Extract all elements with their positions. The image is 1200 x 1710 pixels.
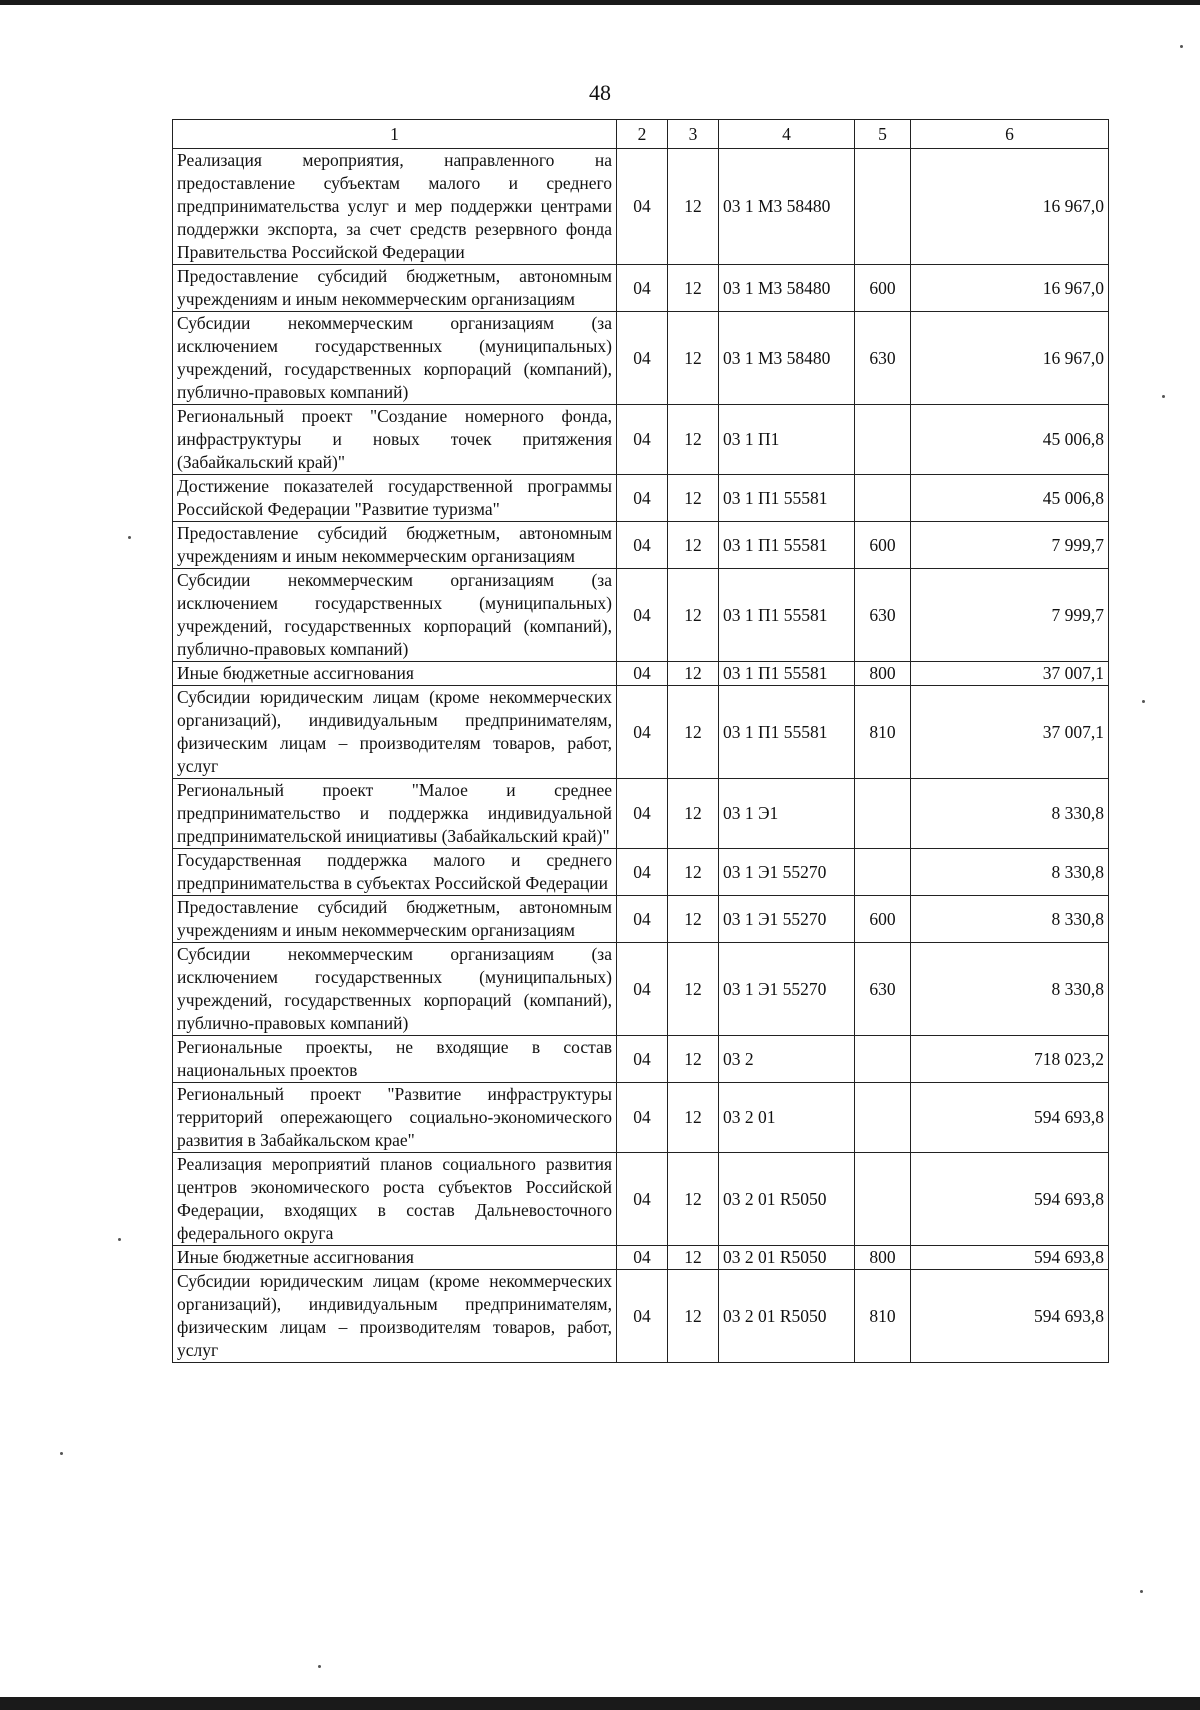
- cell-target-article: 03 1 П1 55581: [719, 662, 855, 686]
- cell-amount: 16 967,0: [911, 149, 1109, 265]
- cell-target-article: 03 1 П1 55581: [719, 522, 855, 569]
- cell-description: Иные бюджетные ассигнования: [173, 662, 617, 686]
- cell-section: 04: [617, 569, 668, 662]
- cell-description: Субсидии некоммерческим организациям (за исключением государственных (муниципальных) учреждений, государственных корпораций (компаний), публично-правовых компаний): [173, 312, 617, 405]
- table-body: [173, 149, 1109, 1363]
- scan-speck: [118, 1238, 121, 1241]
- cell-description: Региональные проекты, не входящие в состав национальных проектов: [173, 1036, 617, 1083]
- cell-amount: 594 693,8: [911, 1270, 1109, 1363]
- cell-expense-type: [855, 475, 911, 522]
- table-row: [173, 896, 1109, 943]
- cell-section: 04: [617, 405, 668, 475]
- cell-description: Региональный проект "Малое и среднее предпринимательство и поддержка индивидуальной предпринимательской инициативы (Забайкальский край)": [173, 779, 617, 849]
- cell-expense-type: 600: [855, 265, 911, 312]
- cell-target-article: 03 1 М3 58480: [719, 265, 855, 312]
- cell-subsection: 12: [668, 1083, 719, 1153]
- cell-expense-type: 800: [855, 662, 911, 686]
- table-row: [173, 779, 1109, 849]
- table-row: [173, 849, 1109, 896]
- cell-subsection: 12: [668, 686, 719, 779]
- cell-expense-type: 810: [855, 1270, 911, 1363]
- cell-amount: 8 330,8: [911, 779, 1109, 849]
- header-col-5: 5: [855, 120, 911, 149]
- cell-section: 04: [617, 312, 668, 405]
- cell-subsection: 12: [668, 312, 719, 405]
- scan-speck: [1180, 45, 1183, 48]
- cell-amount: 45 006,8: [911, 405, 1109, 475]
- table-row: [173, 686, 1109, 779]
- scan-speck: [1162, 395, 1165, 398]
- table-row: [173, 405, 1109, 475]
- cell-amount: 16 967,0: [911, 265, 1109, 312]
- cell-target-article: 03 2 01: [719, 1083, 855, 1153]
- cell-description: Субсидии некоммерческим организациям (за исключением государственных (муниципальных) учреждений, государственных корпораций (компаний), публично-правовых компаний): [173, 569, 617, 662]
- cell-section: 04: [617, 662, 668, 686]
- scan-speck: [60, 1452, 63, 1455]
- cell-description: Достижение показателей государственной программы Российской Федерации "Развитие туризма": [173, 475, 617, 522]
- table-row: [173, 312, 1109, 405]
- cell-expense-type: 600: [855, 896, 911, 943]
- cell-amount: 45 006,8: [911, 475, 1109, 522]
- scan-edge-bottom: [0, 1697, 1200, 1710]
- cell-expense-type: 630: [855, 569, 911, 662]
- cell-description: Субсидии некоммерческим организациям (за исключением государственных (муниципальных) учреждений, государственных корпораций (компаний), публично-правовых компаний): [173, 943, 617, 1036]
- cell-target-article: 03 2 01 R5050: [719, 1270, 855, 1363]
- table-row: [173, 1246, 1109, 1270]
- cell-amount: 8 330,8: [911, 849, 1109, 896]
- cell-section: 04: [617, 149, 668, 265]
- cell-description: Субсидии юридическим лицам (кроме некоммерческих организаций), индивидуальным предпринимателям, физическим лицам – производителям товаров, работ, услуг: [173, 686, 617, 779]
- cell-target-article: 03 1 П1: [719, 405, 855, 475]
- cell-section: 04: [617, 943, 668, 1036]
- scan-speck: [128, 536, 131, 539]
- cell-expense-type: [855, 1153, 911, 1246]
- cell-section: 04: [617, 779, 668, 849]
- header-col-4: 4: [719, 120, 855, 149]
- cell-expense-type: [855, 149, 911, 265]
- cell-target-article: 03 1 Э1 55270: [719, 943, 855, 1036]
- scan-speck: [318, 1665, 321, 1668]
- table-row: [173, 522, 1109, 569]
- cell-subsection: 12: [668, 849, 719, 896]
- cell-subsection: 12: [668, 1153, 719, 1246]
- cell-description: Предоставление субсидий бюджетным, автономным учреждениям и иным некоммерческим организациям: [173, 265, 617, 312]
- table-row: [173, 569, 1109, 662]
- cell-amount: 37 007,1: [911, 662, 1109, 686]
- cell-expense-type: [855, 779, 911, 849]
- table-row: [173, 662, 1109, 686]
- table-row: [173, 265, 1109, 312]
- cell-expense-type: [855, 405, 911, 475]
- cell-section: 04: [617, 1036, 668, 1083]
- table-row: [173, 1153, 1109, 1246]
- cell-section: 04: [617, 1153, 668, 1246]
- cell-description: Региональный проект "Развитие инфраструктуры территорий опережающего социально-экономического развития в Забайкальском крае": [173, 1083, 617, 1153]
- cell-section: 04: [617, 475, 668, 522]
- cell-section: 04: [617, 896, 668, 943]
- scan-speck: [1140, 1590, 1143, 1593]
- cell-subsection: 12: [668, 662, 719, 686]
- cell-subsection: 12: [668, 522, 719, 569]
- header-col-3: 3: [668, 120, 719, 149]
- cell-target-article: 03 1 П1 55581: [719, 475, 855, 522]
- cell-amount: 8 330,8: [911, 896, 1109, 943]
- cell-description: Субсидии юридическим лицам (кроме некоммерческих организаций), индивидуальным предпринимателям, физическим лицам – производителям товаров, работ, услуг: [173, 1270, 617, 1363]
- cell-subsection: 12: [668, 1246, 719, 1270]
- cell-description: Реализация мероприятий планов социального развития центров экономического роста субъектов Российской Федерации, входящих в состав Дальневосточного федерального округа: [173, 1153, 617, 1246]
- cell-expense-type: 800: [855, 1246, 911, 1270]
- cell-target-article: 03 1 П1 55581: [719, 569, 855, 662]
- scan-edge-top: [0, 0, 1200, 5]
- cell-target-article: 03 1 П1 55581: [719, 686, 855, 779]
- cell-description: Иные бюджетные ассигнования: [173, 1246, 617, 1270]
- cell-expense-type: 630: [855, 943, 911, 1036]
- cell-target-article: 03 2 01 R5050: [719, 1153, 855, 1246]
- table-row: [173, 943, 1109, 1036]
- cell-expense-type: [855, 849, 911, 896]
- budget-table: [172, 119, 1109, 1363]
- cell-expense-type: 630: [855, 312, 911, 405]
- header-col-1: 1: [173, 120, 617, 149]
- cell-amount: 16 967,0: [911, 312, 1109, 405]
- cell-description: Реализация мероприятия, направленного на предоставление субъектам малого и среднего предпринимательства услуг и мер поддержки центрами поддержки экспорта, за счет средств резервного фонда Правительства Российской Федерации: [173, 149, 617, 265]
- cell-subsection: 12: [668, 569, 719, 662]
- table-row: [173, 1036, 1109, 1083]
- header-col-6: 6: [911, 120, 1109, 149]
- cell-section: 04: [617, 1246, 668, 1270]
- cell-subsection: 12: [668, 943, 719, 1036]
- cell-amount: 594 693,8: [911, 1153, 1109, 1246]
- cell-subsection: 12: [668, 896, 719, 943]
- cell-target-article: 03 1 Э1 55270: [719, 896, 855, 943]
- cell-amount: 8 330,8: [911, 943, 1109, 1036]
- page-number: 48: [589, 80, 611, 105]
- cell-amount: 594 693,8: [911, 1246, 1109, 1270]
- cell-expense-type: 810: [855, 686, 911, 779]
- cell-subsection: 12: [668, 265, 719, 312]
- cell-expense-type: [855, 1036, 911, 1083]
- cell-target-article: 03 1 Э1: [719, 779, 855, 849]
- cell-subsection: 12: [668, 149, 719, 265]
- cell-subsection: 12: [668, 475, 719, 522]
- cell-subsection: 12: [668, 1036, 719, 1083]
- table-header-row: [173, 120, 1109, 149]
- table-row: [173, 1083, 1109, 1153]
- cell-subsection: 12: [668, 1270, 719, 1363]
- cell-target-article: 03 1 М3 58480: [719, 312, 855, 405]
- cell-amount: 594 693,8: [911, 1083, 1109, 1153]
- cell-section: 04: [617, 1083, 668, 1153]
- cell-section: 04: [617, 849, 668, 896]
- cell-section: 04: [617, 686, 668, 779]
- cell-target-article: 03 2 01 R5050: [719, 1246, 855, 1270]
- cell-amount: 37 007,1: [911, 686, 1109, 779]
- table-row: [173, 475, 1109, 522]
- cell-amount: 7 999,7: [911, 522, 1109, 569]
- cell-subsection: 12: [668, 779, 719, 849]
- cell-target-article: 03 1 Э1 55270: [719, 849, 855, 896]
- table-row: [173, 149, 1109, 265]
- cell-description: Предоставление субсидий бюджетным, автономным учреждениям и иным некоммерческим организациям: [173, 522, 617, 569]
- cell-description: Региональный проект "Создание номерного фонда, инфраструктуры и новых точек притяжения (Забайкальский край)": [173, 405, 617, 475]
- cell-expense-type: [855, 1083, 911, 1153]
- cell-amount: 7 999,7: [911, 569, 1109, 662]
- cell-target-article: 03 1 М3 58480: [719, 149, 855, 265]
- cell-description: Предоставление субсидий бюджетным, автономным учреждениям и иным некоммерческим организациям: [173, 896, 617, 943]
- scan-speck: [1142, 700, 1145, 703]
- table-row: [173, 1270, 1109, 1363]
- cell-amount: 718 023,2: [911, 1036, 1109, 1083]
- header-col-2: 2: [617, 120, 668, 149]
- cell-description: Государственная поддержка малого и среднего предпринимательства в субъектах Российской Федерации: [173, 849, 617, 896]
- cell-section: 04: [617, 1270, 668, 1363]
- cell-target-article: 03 2: [719, 1036, 855, 1083]
- cell-expense-type: 600: [855, 522, 911, 569]
- cell-section: 04: [617, 265, 668, 312]
- cell-section: 04: [617, 522, 668, 569]
- cell-subsection: 12: [668, 405, 719, 475]
